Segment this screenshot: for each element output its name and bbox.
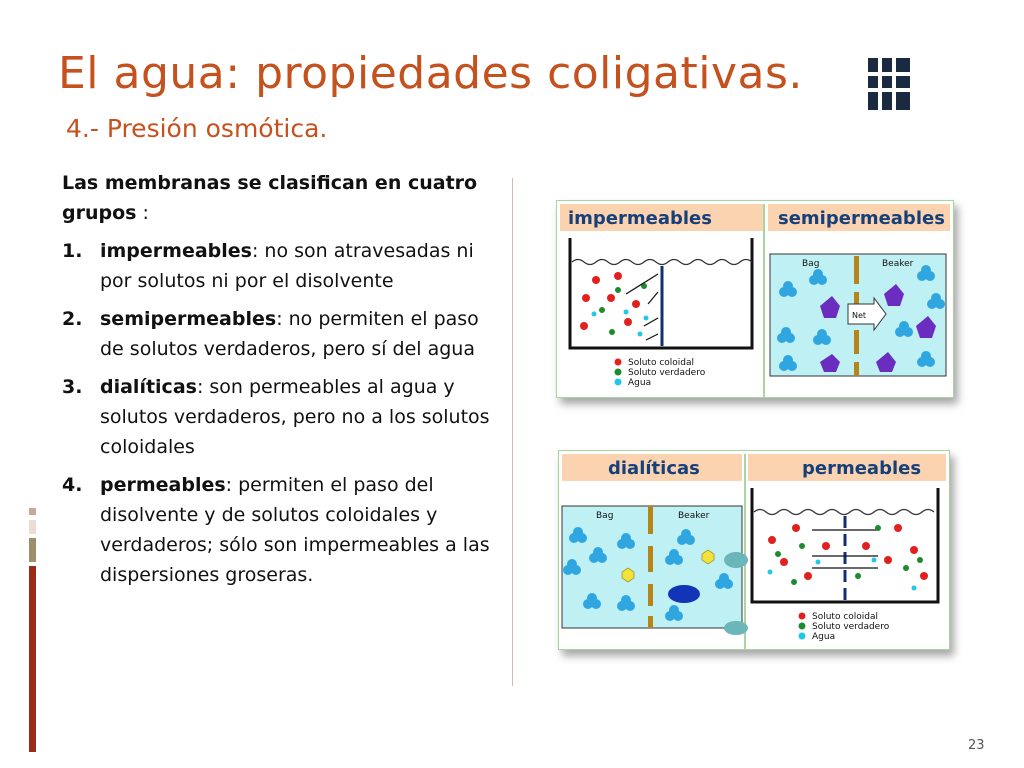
- deco-bar: [29, 566, 36, 752]
- legend-agua: Agua: [812, 632, 836, 642]
- item-term: dialíticas: [100, 376, 197, 398]
- item-number: 2.: [62, 308, 83, 330]
- body-text: [62, 168, 502, 598]
- legend-coloidal: Soluto coloidal: [628, 358, 695, 368]
- deco-bar: [29, 508, 36, 515]
- dialitic-diagram: [562, 506, 748, 635]
- list-item: [62, 236, 502, 296]
- deco-bar: [29, 538, 36, 562]
- list-item: [62, 372, 502, 462]
- item-term: permeables: [100, 474, 226, 496]
- list-item: [62, 470, 502, 590]
- beaker-label: Beaker: [678, 511, 710, 521]
- header-semipermeables: semipermeables: [778, 208, 945, 229]
- item-number: 3.: [62, 376, 83, 398]
- slide-subtitle: 4.- Presión osmótica.: [66, 114, 328, 143]
- bag-label: Bag: [802, 259, 820, 269]
- semipermeable-diagram: [770, 254, 946, 376]
- net-label: Net: [852, 311, 867, 320]
- slide-title: El agua: propiedades coligativas.: [58, 48, 803, 99]
- list-item: [62, 304, 502, 364]
- header-dialiticas: dialíticas: [608, 458, 700, 479]
- membrane-list: [62, 236, 502, 590]
- legend-verdadero: Soluto verdadero: [812, 622, 890, 632]
- item-text: : son permeables al agua y solutos verdaderos, pero no a los solutos coloidales: [100, 376, 490, 458]
- membrane-figure-bottom: [558, 450, 950, 650]
- divider-line: [512, 178, 513, 686]
- header-impermeables: impermeables: [568, 208, 712, 229]
- item-number: 4.: [62, 474, 83, 496]
- deco-bar: [29, 520, 36, 534]
- item-text: : permiten el paso del disolvente y de solutos coloidales y verdaderos; sólo son impermeables a las dispersiones groseras.: [100, 474, 490, 586]
- header-permeables: permeables: [802, 458, 922, 479]
- intro-bold: Las membranas se clasifican en cuatro grupos: [62, 172, 478, 224]
- item-number: 1.: [62, 240, 83, 262]
- intro-rest: :: [136, 202, 149, 224]
- bag-label: Bag: [596, 511, 614, 521]
- intro-paragraph: [62, 168, 502, 228]
- item-text: : no permiten el paso de solutos verdaderos, pero sí del agua: [100, 308, 479, 360]
- page-number: 23: [968, 738, 985, 753]
- legend-coloidal: Soluto coloidal: [812, 612, 879, 622]
- beaker-label: Beaker: [882, 259, 914, 269]
- legend-verdadero: Soluto verdadero: [628, 368, 706, 378]
- item-term: semipermeables: [100, 308, 277, 330]
- membrane-figure-top: [556, 200, 954, 398]
- legend-agua: Agua: [628, 378, 652, 388]
- item-term: impermeables: [100, 240, 252, 262]
- title-decoration: [860, 54, 940, 114]
- item-text: : no son atravesadas ni por solutos ni por el disolvente: [100, 240, 474, 292]
